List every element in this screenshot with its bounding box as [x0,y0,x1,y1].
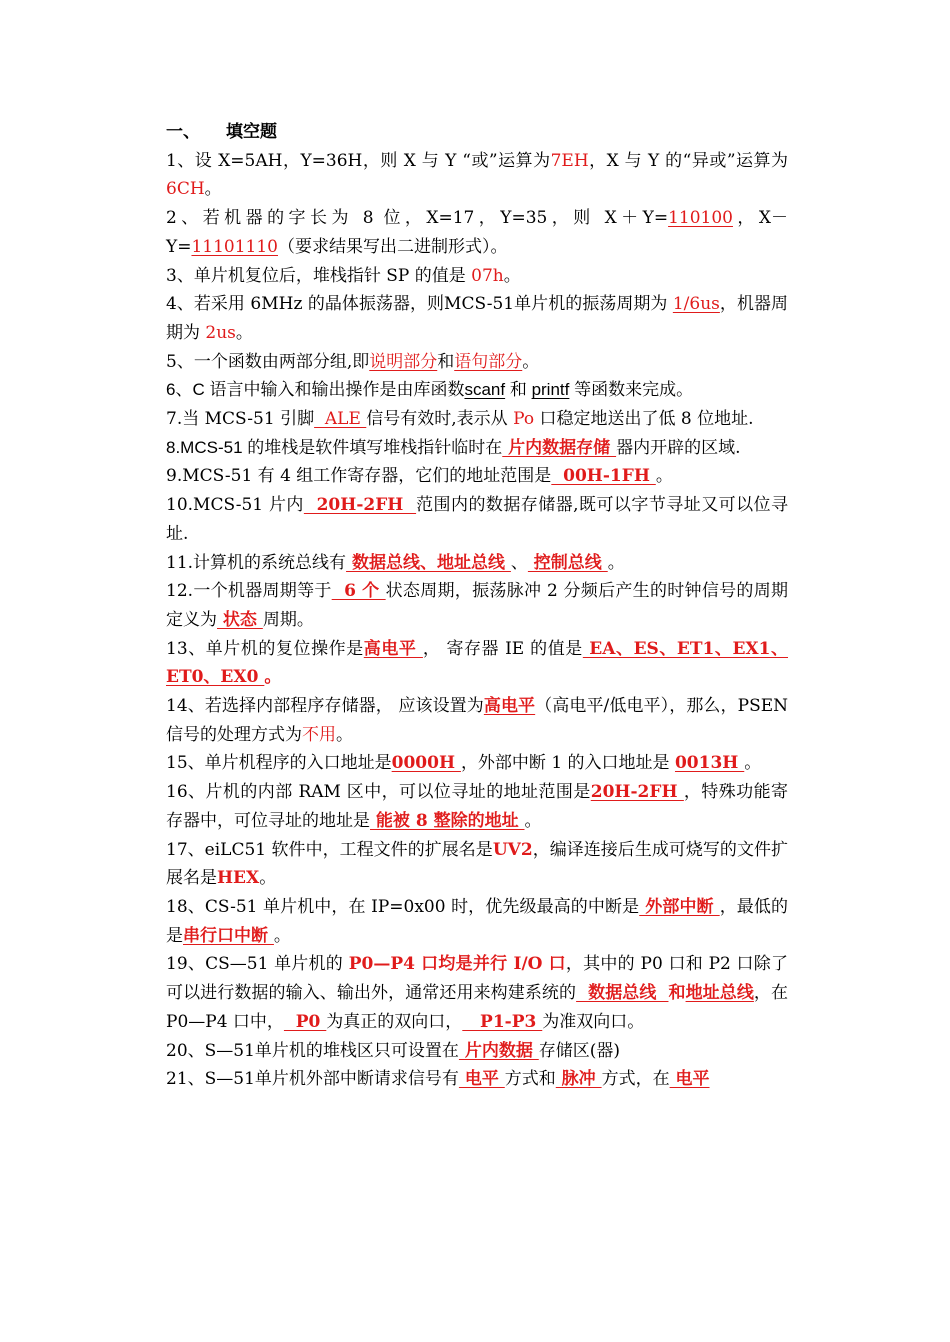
section-heading [166,118,788,147]
question-15 [166,749,788,778]
answer: 11101110 [191,236,278,257]
question-text: 。 [336,724,353,745]
question-text: 。 [503,265,521,286]
question-text: 20、S—51单片机的堆栈区只可设置在 [166,1040,459,1061]
question-text: 和 [668,983,686,1004]
answer: 0013H [674,753,745,774]
answer: 110100 [668,208,733,229]
answer: 状态 [217,609,263,630]
answer: 脉冲 [555,1069,602,1090]
question-text: 3、单片机复位后，堆栈指针 SP 的值是 [166,265,472,286]
question-text: ，X－Y= [166,208,788,257]
answer: 电平 [669,1069,710,1090]
question-text: （高电平/低电平），那么，PSEN 信号的处理方式为 [166,696,788,745]
question-text: 。 [524,810,542,831]
answer: 数据总线 [576,983,669,1004]
question-text: 18、CS-51 单片机中，在 IP=0x00 时，优先级最高的中断是 [166,896,640,917]
answer: 控制总线 [527,552,608,573]
question-text: 。 [744,753,762,774]
question-text: ，外部中断 1 的入口地址是 [460,753,675,774]
question-text: ，编译连接后生成可烧写的文件扩展名是 [166,839,789,889]
question-21 [166,1065,788,1094]
answer: 6 个 [331,581,386,602]
answer: P0 [283,1011,327,1032]
answer: P1-P3 [462,1011,543,1032]
question-text: ，最低的是 [166,896,788,946]
answer: 语句部分 [454,351,523,372]
question-text: 4、若采用 6MHz 的晶体振荡器，则MCS-51单片机的振荡周期为 [166,294,673,315]
answer: 地址总线 [685,983,754,1004]
answer: 串行口中断 [183,925,274,946]
question-text: 存储区(器) [538,1040,621,1061]
question-20 [166,1037,788,1066]
question-10 [166,491,788,548]
question-text: 、 [510,552,528,573]
answer: HEX [217,868,260,889]
answer: 6CH [166,179,205,200]
question-text: 2、若机器的字长为 8 位，X=17，Y=35，则 X＋Y= [166,208,669,229]
question-text: 和 [505,380,532,400]
answer: 外部中断 [639,896,720,917]
question-4 [166,290,788,347]
question-text: 周期。 [262,609,314,630]
question-text: 和 [437,351,455,372]
question-text: 19、CS—51 单片机的 [166,954,349,975]
question-text: 。 [204,179,222,200]
question-13 [166,635,788,692]
question-text: 10.MCS-51 片内 [166,495,304,516]
answer: scanf [464,380,506,400]
answer: 07h [471,265,504,286]
question-text: 信号有效时,表示从 [366,409,514,430]
question-text: 21、S—51单片机外部中断请求信号有 [166,1069,459,1090]
answer: 1/6us [672,294,720,315]
answer: EA、ES、ET1、EX1、ET0、EX0 [166,638,788,688]
question-11 [166,549,788,578]
question-text: 为准双向口。 [542,1011,645,1032]
question-text: 13、单片机的复位操作是 [166,638,364,659]
answer: Po [513,409,535,430]
question-12 [166,577,788,634]
answer: ALE [314,409,367,430]
fill-in-blank-section [166,118,788,1094]
answer: 数据总线、地址总线 [346,552,511,573]
question-text: 。 [522,351,540,372]
question-text: 方式和 [504,1069,556,1090]
question-text: 6、C 语言中输入和输出操作是由库函数 [166,380,465,400]
question-2 [166,204,788,261]
question-text: 方式，在 [601,1069,670,1090]
answer: 片内数据存储 [502,437,617,458]
question-16 [166,778,788,835]
question-text: 。 [655,466,673,487]
answer: 0000H [391,753,461,774]
question-18 [166,893,788,950]
question-text: 为真正的双向口， [326,1011,463,1032]
question-text: ， 寄存器 IE 的值是 [422,638,583,659]
question-text: ，在 P0—P4 口中， [166,983,789,1032]
question-5 [166,348,788,377]
answer: printf [531,380,570,400]
question-text: 17、eiLC51 软件中，工程文件的扩展名是 [166,839,493,860]
answer: 20H-2FH [590,782,684,803]
question-text: 口稳定地送出了低 8 位地址. [534,409,754,430]
question-text: ，其中的 P0 口和 P2 口除了可以进行数据的输入、输出外，通常还用来构建系统的 [166,954,789,1004]
question-7 [166,405,788,434]
question-text: 8.MCS-51 [166,437,248,457]
question-text: 。 [235,322,253,343]
question-text: 14、若选择内部程序存储器， 应该设置为 [166,696,484,717]
question-text: 16、片机的内部 RAM 区中，可以位寻址的地址范围是 [166,782,591,803]
question-text: 器内开辟的区域. [616,437,741,458]
question-14 [166,692,788,749]
question-text: 1、设 X=5AH，Y=36H，则 X 与 Y “或”运算为 [166,150,551,171]
question-1 [166,147,788,204]
question-text: ，特殊功能寄存器中，可位寻址的地址是 [166,782,788,831]
question-text: 。 [607,552,625,573]
question-text: 11.计算机的系统总线有 [166,552,347,573]
question-text: 。 [259,868,277,889]
answer: P0—P4 口均是并行 I/O 口 [348,954,566,975]
answer: 能被 8 整除的地址 [370,810,525,831]
answer: 2us [205,322,236,343]
question-text: （要求结果写出二进制形式）。 [278,236,508,257]
question-text: 范围内的数据存储器,既可以字节寻址又可以位寻址. [166,495,789,544]
question-text: 的堆栈是软件填写堆栈指针临时在 [247,437,503,458]
answer: 00H-1FH [551,466,656,487]
question-text: 。 [273,925,291,946]
question-19 [166,950,788,1036]
question-9 [166,462,788,491]
answer: 20H-2FH [303,495,417,516]
question-text: ，机器周期为 [166,294,789,343]
section-title: 填空题 [226,122,277,141]
question-6 [166,376,788,405]
question-17 [166,836,788,893]
question-text: 12.一个机器周期等于 [166,581,332,602]
answer: UV2 [492,839,533,860]
question-text: 。 [264,667,282,688]
question-8 [166,434,788,463]
answer: 片内数据 [458,1040,539,1061]
question-text: 9.MCS-51 有 4 组工作寄存器，它们的地址范围是 [166,466,552,487]
answer: 电平 [458,1069,505,1090]
question-text: ，X 与 Y 的“异或”运算为 [588,150,789,171]
answer: 不用 [302,724,336,745]
answer: 7EH [550,150,589,171]
answer: 说明部分 [369,351,438,372]
answer: 高电平 [483,696,536,717]
question-text: 状态周期，振荡脉冲 2 分频后产生的时钟信号的周期定义为 [166,581,788,630]
question-text: 5、一个函数由两部分组,即 [166,351,370,372]
question-text: 等函数来完成。 [569,380,694,400]
question-3 [166,262,788,291]
question-text: 7.当 MCS-51 引脚 [166,409,315,430]
question-text: 15、单片机程序的入口地址是 [166,753,392,774]
section-number: 一、 [166,122,200,141]
answer: 高电平 [363,638,423,659]
